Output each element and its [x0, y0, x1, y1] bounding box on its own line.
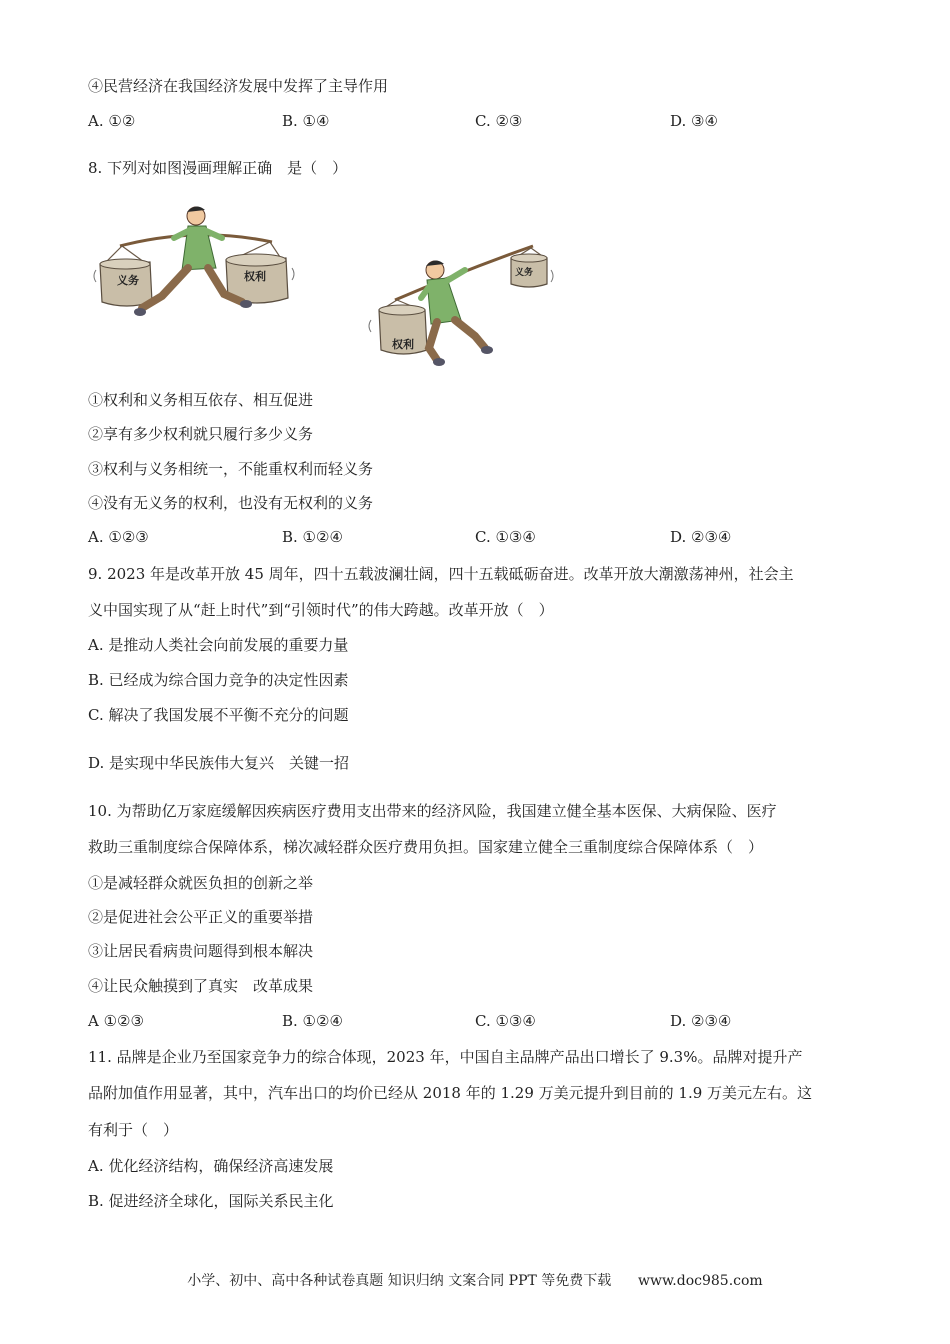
- footer-text: 小学、初中、高中各种试卷真题 知识归纳 文案合同 PPT 等免费下载: [187, 1273, 612, 1289]
- q7-option-c: C. ②③: [475, 112, 523, 130]
- q10-item-4: ④让民众触摸到了真实 改革成果: [88, 977, 314, 995]
- q10-item-1: ①是减轻群众就医负担的创新之举: [88, 874, 314, 892]
- q10-option-d: D. ②③④: [670, 1012, 732, 1030]
- q10-item-3: ③让居民看病贵问题得到根本解决: [88, 942, 314, 960]
- q10-options: [88, 1011, 868, 1031]
- q7-option-d: D. ③④: [670, 112, 718, 130]
- q9-choice-a: A. 是推动人类社会向前发展的重要力量: [88, 636, 349, 654]
- q9-stem-line-2: 义中国实现了从“赶上时代”到“引领时代”的伟大跨越。改革开放（ ）: [88, 601, 554, 619]
- q8-options: [88, 527, 868, 547]
- cartoon-left-basket-label-2: 权利: [244, 270, 266, 283]
- q8-option-d: D. ②③④: [670, 528, 732, 546]
- q10-option-a: A ①②③: [88, 1012, 144, 1030]
- cartoon-left-basket-label-1: 义务: [117, 274, 139, 287]
- q10-item-2: ②是促进社会公平正义的重要举措: [88, 908, 314, 926]
- q8-option-b: B. ①②④: [282, 528, 343, 546]
- q8-item-3: ③权利与义务相统一，不能重权利而轻义务: [88, 460, 374, 478]
- q9-stem-line-1: 9. 2023 年是改革开放 45 周年，四十五载波澜壮阔，四十五载砥砺奋进。改革开放大潮激荡神州，社会主: [88, 565, 794, 583]
- q7-options: [88, 111, 868, 131]
- q8-item-2: ②享有多少权利就只履行多少义务: [88, 425, 314, 443]
- q7-option-b: B. ①④: [282, 112, 330, 130]
- q11-choice-b: B. 促进经济全球化，国际关系民主化: [88, 1192, 334, 1210]
- cartoon-right-basket-label-1: 权利: [392, 338, 414, 351]
- q10-stem-line-1: 10. 为帮助亿万家庭缓解因疾病医疗费用支出带来的经济风险，我国建立健全基本医保、大病保险、医疗: [88, 802, 777, 820]
- q9-choice-b: B. 已经成为综合国力竞争的决定性因素: [88, 671, 349, 689]
- q9-choice-d: D. 是实现中华民族伟大复兴 关键一招: [88, 754, 350, 772]
- q8-item-1: ①权利和义务相互依存、相互促进: [88, 391, 314, 409]
- q9-choice-c: C. 解决了我国发展不平衡不充分的问题: [88, 706, 349, 724]
- q8-stem: 8. 下列对如图漫画理解正确 是（ ）: [88, 159, 348, 177]
- q8-option-c: C. ①③④: [475, 528, 536, 546]
- footer-link[interactable]: www.doc985.com: [638, 1273, 763, 1289]
- q8-item-4: ④没有无义务的权利，也没有无权利的义务: [88, 494, 374, 512]
- cartoon-balanced: [92, 198, 302, 328]
- q10-option-c: C. ①③④: [475, 1012, 536, 1030]
- q11-choice-a: A. 优化经济结构，确保经济高速发展: [88, 1157, 334, 1175]
- q8-option-a: A. ①②③: [88, 528, 149, 546]
- q11-stem-line-1: 11. 品牌是企业乃至国家竞争力的综合体现，2023 年，中国自主品牌产品出口增长了 9.3%。品牌对提升产: [88, 1048, 803, 1066]
- q7-option-a: A. ①②: [88, 112, 136, 130]
- q11-stem-line-2: 品附加值作用显著，其中，汽车出口的均价已经从 2018 年的 1.29 万美元提升到目前的 1.9 万美元左右。这: [88, 1084, 813, 1102]
- q10-option-b: B. ①②④: [282, 1012, 343, 1030]
- q10-stem-line-2: 救助三重制度综合保障体系，梯次减轻群众医疗费用负担。国家建立健全三重制度综合保障体系（ ）: [88, 838, 764, 856]
- q7-item-4: ④民营经济在我国经济发展中发挥了主导作用: [88, 77, 389, 95]
- cartoon-right-basket-label-2: 义务: [515, 268, 534, 278]
- page-footer: [0, 1270, 950, 1290]
- q11-stem-line-3: 有利于（ ）: [88, 1121, 179, 1139]
